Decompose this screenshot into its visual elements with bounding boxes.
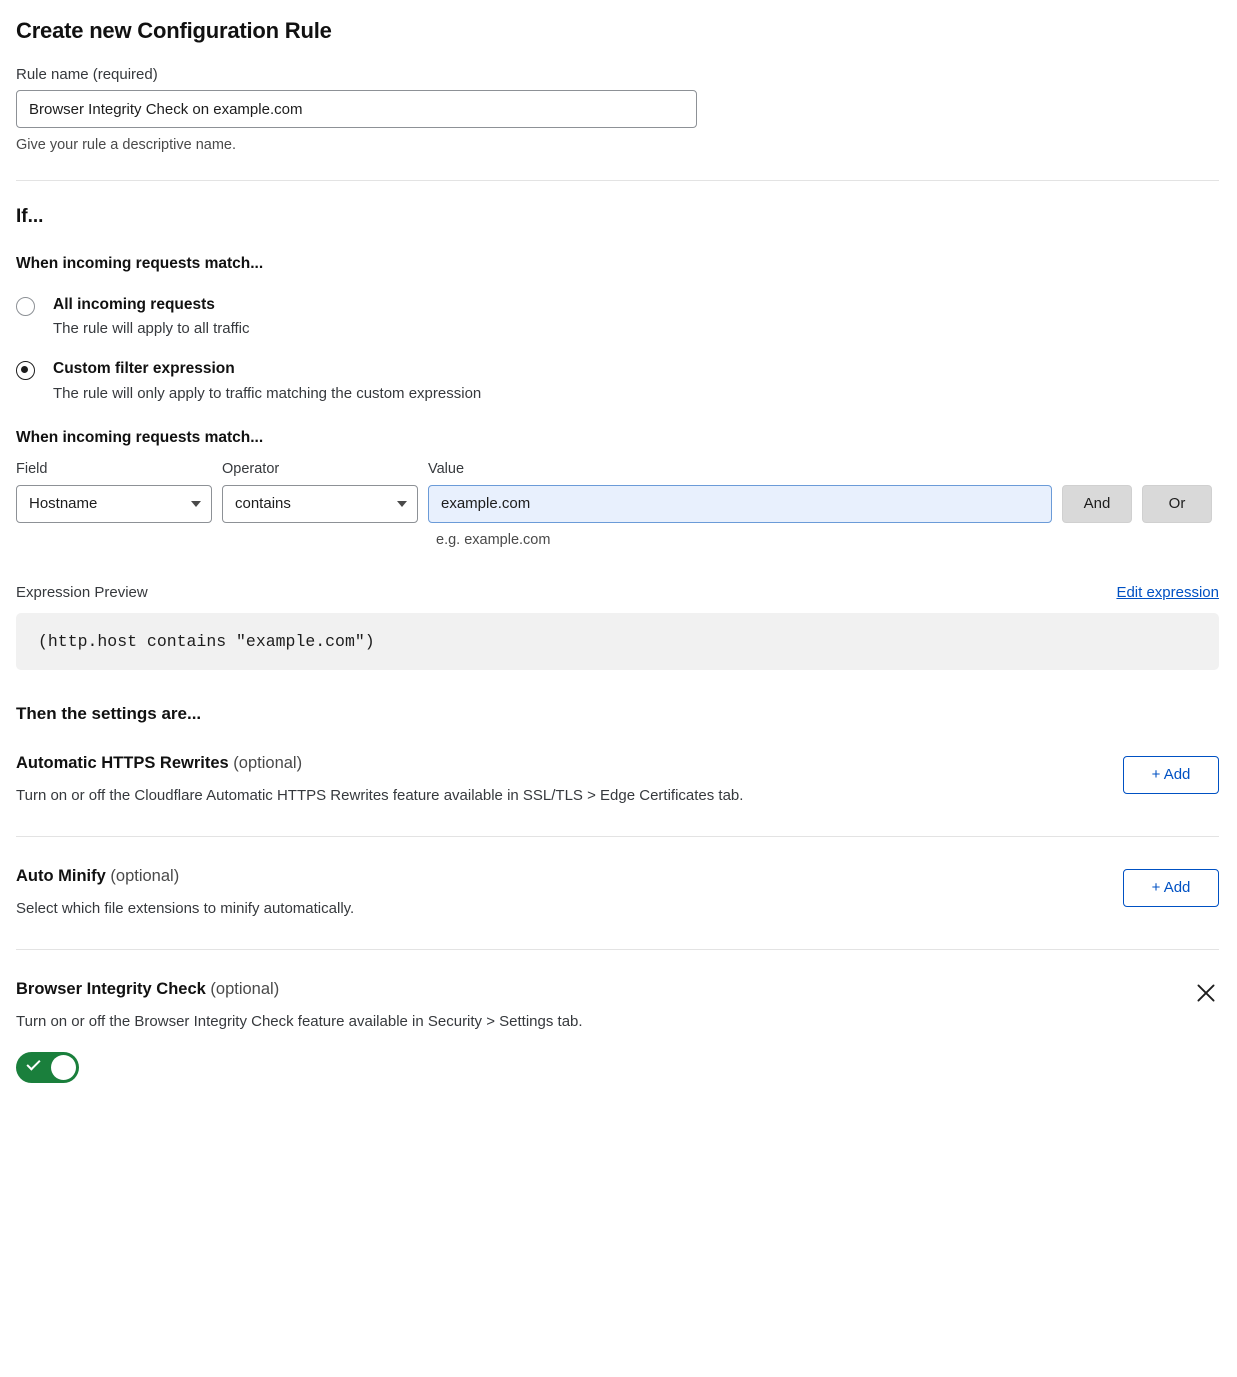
add-auto-minify-button[interactable]: + Add <box>1123 869 1219 907</box>
field-select-value: Hostname <box>29 495 98 513</box>
operator-select-value: contains <box>235 495 291 513</box>
value-label: Value <box>428 460 465 477</box>
radio-custom-filter-indicator[interactable] <box>16 361 35 380</box>
setting-description: Select which file extensions to minify automatically. <box>16 899 355 917</box>
rule-name-help: Give your rule a descriptive name. <box>16 137 237 153</box>
chevron-down-icon <box>397 501 407 507</box>
setting-name: Auto Minify <box>16 866 106 885</box>
radio-all-requests-desc: The rule will apply to all traffic <box>53 320 250 338</box>
rule-name-label: Rule name (required) <box>16 66 158 83</box>
close-icon[interactable] <box>1193 980 1219 1006</box>
value-hint: e.g. example.com <box>436 531 551 548</box>
radio-option-all-requests[interactable] <box>16 295 1219 337</box>
setting-description: Turn on or off the Cloudflare Automatic HTTPS Rewrites feature available in SSL/TLS > Edge Certificates tab. <box>16 786 744 804</box>
value-column <box>428 461 1052 523</box>
radio-all-requests-title: All incoming requests <box>53 296 215 313</box>
field-column <box>16 461 212 523</box>
setting-browser-integrity-check <box>16 980 1219 1083</box>
operator-column <box>222 461 418 523</box>
operator-label: Operator <box>222 460 280 477</box>
or-button[interactable]: Or <box>1142 485 1212 523</box>
edit-expression-link[interactable]: Edit expression <box>1116 583 1219 601</box>
if-section-heading: If... <box>16 206 44 227</box>
rule-name-input[interactable] <box>16 90 697 128</box>
and-button[interactable]: And <box>1062 485 1132 523</box>
divider <box>16 836 1219 837</box>
radio-custom-filter-title: Custom filter expression <box>53 360 235 378</box>
operator-select[interactable] <box>222 485 418 523</box>
radio-option-custom-filter[interactable] <box>16 359 1219 401</box>
match-heading: When incoming requests match... <box>16 255 264 272</box>
filter-heading: When incoming requests match... <box>16 428 264 446</box>
browser-integrity-check-toggle[interactable] <box>16 1052 79 1083</box>
toggle-knob <box>51 1055 76 1080</box>
value-input[interactable] <box>428 485 1052 523</box>
setting-title <box>16 754 743 773</box>
chevron-down-icon <box>191 501 201 507</box>
add-automatic-https-rewrites-button[interactable]: + Add <box>1123 756 1219 794</box>
filter-builder-row <box>16 461 1219 523</box>
divider <box>16 180 1219 181</box>
setting-title <box>16 867 354 886</box>
radio-custom-filter-desc: The rule will only apply to traffic matching the custom expression <box>53 384 482 402</box>
setting-optional: (optional) <box>205 979 280 998</box>
setting-automatic-https-rewrites <box>16 754 1219 804</box>
expression-preview-label: Expression Preview <box>16 583 148 601</box>
radio-all-requests-indicator[interactable] <box>16 297 35 316</box>
setting-title <box>16 980 583 999</box>
field-select[interactable] <box>16 485 212 523</box>
setting-optional: (optional) <box>228 753 303 772</box>
setting-optional: (optional) <box>105 866 180 885</box>
check-icon <box>26 1056 40 1070</box>
setting-name: Automatic HTTPS Rewrites <box>16 753 229 772</box>
divider <box>16 949 1219 950</box>
expression-preview-header <box>16 584 1219 601</box>
page-title: Create new Configuration Rule <box>16 18 332 43</box>
setting-description: Turn on or off the Browser Integrity Check feature available in Security > Settings tab. <box>16 1012 583 1030</box>
then-section-heading: Then the settings are... <box>16 703 202 723</box>
expression-preview-box: (http.host contains "example.com") <box>16 613 1219 670</box>
setting-name: Browser Integrity Check <box>16 979 206 998</box>
field-label: Field <box>16 460 48 477</box>
setting-auto-minify <box>16 867 1219 917</box>
